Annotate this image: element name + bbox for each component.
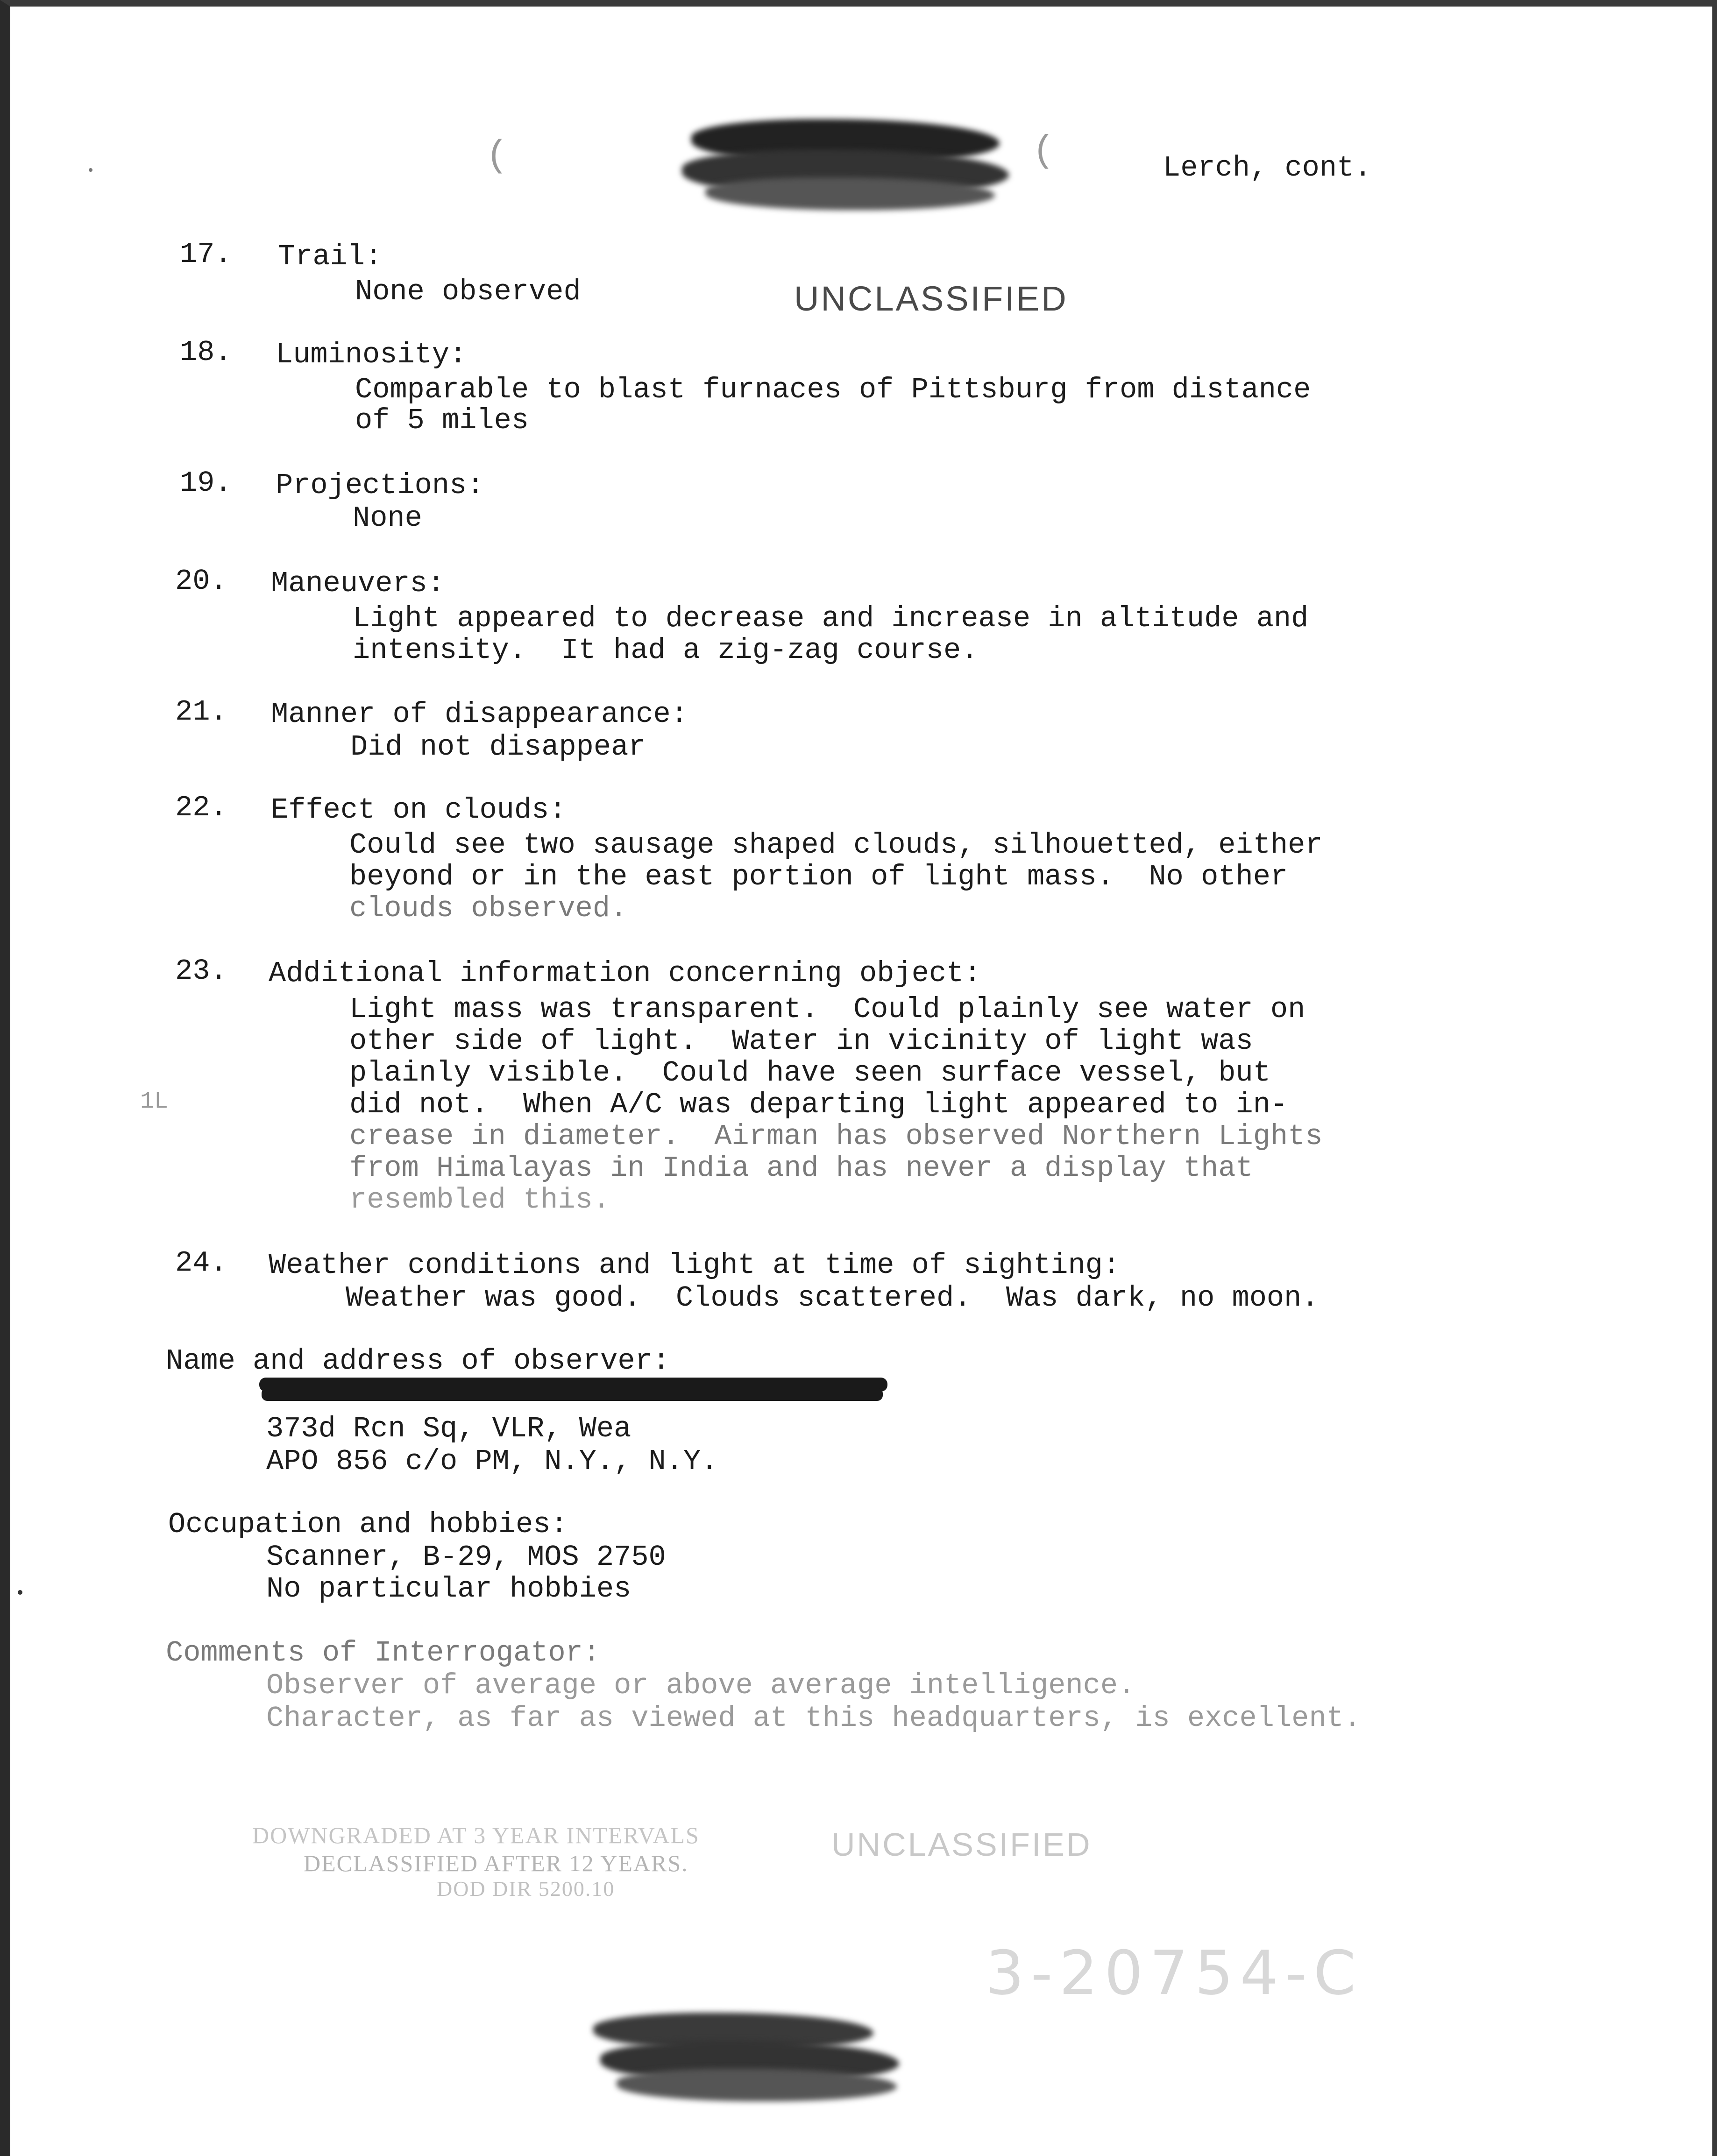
item-22-line-1: Could see two sausage shaped clouds, silhouetted, either bbox=[349, 828, 1323, 862]
item-18-label: Luminosity: bbox=[276, 338, 467, 371]
item-21-line-1: Did not disappear bbox=[350, 730, 646, 763]
item-19-label: Projections: bbox=[276, 469, 484, 502]
scan-speck bbox=[18, 1590, 22, 1595]
item-22-label: Effect on clouds: bbox=[271, 793, 567, 827]
comments-label: Comments of Interrogator: bbox=[166, 1636, 601, 1669]
comments-line-2: Character, as far as viewed at this headquarters, is excellent. bbox=[266, 1702, 1361, 1735]
bracket-mark-left: ( bbox=[486, 135, 509, 177]
item-24-label: Weather conditions and light at time of sighting: bbox=[269, 1249, 1121, 1282]
item-22-number: 22. bbox=[175, 791, 227, 824]
item-18-line-2: of 5 miles bbox=[355, 404, 529, 437]
item-23-line-2: other side of light. Water in vicinity of light was bbox=[349, 1025, 1253, 1058]
item-17-number: 17. bbox=[180, 238, 232, 271]
item-23-number: 23. bbox=[175, 954, 227, 988]
scan-speck bbox=[89, 168, 92, 172]
item-22-line-2: beyond or in the east portion of light mass. No other bbox=[349, 860, 1288, 893]
classification-stamp-top: UNCLASSIFIED bbox=[794, 279, 1068, 318]
running-head: Lerch, cont. bbox=[1163, 151, 1372, 184]
item-23-line-6: from Himalayas in India and has never a display that bbox=[349, 1152, 1253, 1185]
observer-line-1: 373d Rcn Sq, VLR, Wea bbox=[266, 1412, 631, 1445]
classification-stamp-bottom: UNCLASSIFIED bbox=[831, 1826, 1092, 1863]
downgrade-stamp-line-3: DOD DIR 5200.10 bbox=[437, 1877, 615, 1901]
comments-line-1: Observer of average or above average intelligence. bbox=[266, 1669, 1135, 1702]
item-18-line-1: Comparable to blast furnaces of Pittsburg from distance bbox=[355, 373, 1311, 406]
item-20-line-1: Light appeared to decrease and increase in altitude and bbox=[353, 602, 1309, 635]
item-21-label: Manner of disappearance: bbox=[271, 698, 688, 731]
margin-mark: 1L bbox=[140, 1089, 169, 1115]
item-19-line-1: None bbox=[353, 502, 422, 535]
downgrade-stamp-line-1: DOWNGRADED AT 3 YEAR INTERVALS bbox=[252, 1822, 700, 1848]
occupation-line-1: Scanner, B-29, MOS 2750 bbox=[266, 1541, 666, 1574]
bracket-mark-right: ( bbox=[1032, 130, 1055, 173]
occupation-label: Occupation and hobbies: bbox=[168, 1508, 568, 1541]
item-18-number: 18. bbox=[180, 336, 232, 369]
item-19-number: 19. bbox=[180, 467, 232, 500]
downgrade-stamp-line-2: DECLASSIFIED AFTER 12 YEARS. bbox=[304, 1850, 688, 1876]
item-22-line-3: clouds observed. bbox=[349, 892, 628, 925]
item-23-line-1: Light mass was transparent. Could plainly see water on bbox=[349, 993, 1305, 1026]
item-20-label: Maneuvers: bbox=[271, 567, 445, 600]
file-number: 3-20754-C bbox=[986, 1937, 1362, 2008]
item-24-number: 24. bbox=[175, 1246, 227, 1279]
item-23-label: Additional information concerning object: bbox=[269, 957, 981, 990]
item-23-line-5: crease in diameter. Airman has observed Northern Lights bbox=[349, 1120, 1323, 1153]
item-23-line-3: plainly visible. Could have seen surface vessel, but bbox=[349, 1056, 1270, 1089]
item-20-number: 20. bbox=[175, 565, 227, 598]
observer-line-2: APO 856 c/o PM, N.Y., N.Y. bbox=[266, 1445, 718, 1478]
item-17-label: Trail: bbox=[278, 240, 383, 273]
item-17-line-1: None observed bbox=[355, 275, 581, 308]
item-24-line-1: Weather was good. Clouds scattered. Was dark, no moon. bbox=[346, 1281, 1319, 1315]
item-23-line-7: resembled this. bbox=[349, 1183, 610, 1216]
item-21-number: 21. bbox=[175, 695, 227, 728]
item-20-line-2: intensity. It had a zig-zag course. bbox=[353, 634, 979, 667]
occupation-line-2: No particular hobbies bbox=[266, 1572, 631, 1605]
observer-label: Name and address of observer: bbox=[166, 1344, 670, 1378]
item-23-line-4: did not. When A/C was departing light appeared to in- bbox=[349, 1088, 1288, 1121]
